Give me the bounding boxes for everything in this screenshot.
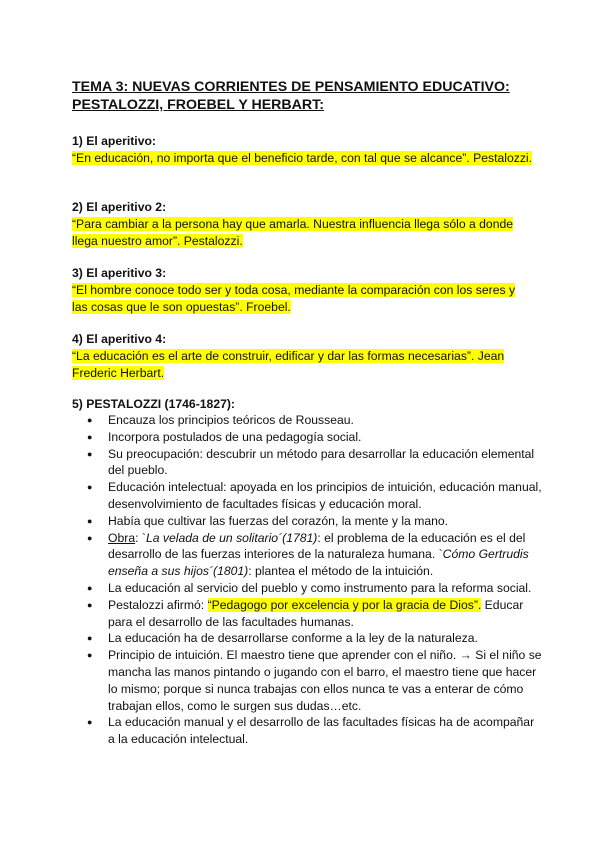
section-heading: 5) PESTALOZZI (1746-1827):	[72, 397, 235, 411]
list-item: ● Encauza los principios teóricos de Rousseau.	[72, 412, 542, 429]
section-aperitivo-1	[72, 133, 532, 167]
obra-text-2: : plantea el método de la intuición.	[248, 564, 434, 579]
book-title-2: Cómo Gertrudis enseña a sus hijos´(1801)	[108, 547, 529, 579]
afirmo-prefix: Pestalozzi afirmó:	[108, 597, 208, 612]
list-item: ● La educación ha de desarrollarse conforme a la ley de la naturaleza.	[72, 630, 542, 647]
list-item: ● Había que cultivar las fuerzas del corazón, la mente y la mano.	[72, 513, 542, 530]
highlighted-quote: “Para cambiar a la persona hay que amarla. Nuestra influencia llega sólo a donde llega nuestro amor”. Pestalozzi.	[72, 217, 514, 249]
afirmo-suffix: Educar para el desarrollo de las facultades humanas.	[108, 597, 524, 629]
list-item-obra	[72, 530, 542, 580]
section-aperitivo-3	[72, 265, 532, 317]
list-item: ● Incorpora postulados de una pedagogía social.	[72, 429, 542, 446]
highlighted-quote: “La educación es el arte de construir, edificar y dar las formas necesarias”. Jean Frederic Herbart.	[72, 349, 505, 381]
section-heading: 3) El aperitivo 3:	[72, 266, 167, 280]
section-pestalozzi	[72, 396, 532, 413]
pestalozzi-bullet-list	[72, 412, 542, 748]
highlighted-quote: “Pedagogo por excelencia y por la gracia de Dios”.	[207, 597, 482, 612]
obra-text-1: : el problema de la educación es el del desarrollo de las fuerzas interiores de la naturaleza humana. `	[108, 530, 526, 562]
obra-separator: : `	[135, 530, 146, 545]
section-heading: 1) El aperitivo:	[72, 134, 156, 148]
list-item: ● La educación al servicio del pueblo y como instrumento para la reforma social.	[72, 580, 542, 597]
list-item: ● Su preocupación: descubrir un método para desarrollar la educación elemental del pueblo.	[72, 446, 542, 480]
page-title: TEMA 3: NUEVAS CORRIENTES DE PENSAMIENTO EDUCATIVO: PESTALOZZI, FROEBEL Y HERBART:	[72, 79, 510, 113]
section-aperitivo-2	[72, 199, 532, 251]
list-item: ● Educación intelectual: apoyada en los principios de intuición, educación manual, desenvolvimiento de facultades físicas y educación moral.	[72, 479, 542, 513]
section-heading: 4) El aperitivo 4:	[72, 332, 167, 346]
list-item: ● La educación manual y el desarrollo de las facultades físicas ha de acompañar a la educación intelectual.	[72, 714, 542, 748]
highlighted-quote: “El hombre conoce todo ser y toda cosa, mediante la comparación con los seres y las cosas que le son opuestas”. Froebel.	[72, 283, 516, 315]
section-aperitivo-4	[72, 331, 532, 383]
obra-label: Obra	[108, 530, 136, 545]
list-item: ● Principio de intuición. El maestro tiene que aprender con el niño. → Si el niño se mancha las manos pintando o jugando con el barro, el maestro tiene que hacer lo mismo; porque si nunca trabajas con ellos nunca te vas a enterar de cómo trabajan ellos, como le surgen sus dudas…etc.	[72, 647, 542, 714]
section-heading: 2) El aperitivo 2:	[72, 200, 167, 214]
book-title-1: La velada de un solitario´(1781)	[145, 530, 318, 545]
list-item-afirmo	[72, 597, 542, 631]
highlighted-quote: “En educación, no importa que el beneficio tarde, con tal que se alcance”. Pestalozzi.	[72, 151, 533, 166]
